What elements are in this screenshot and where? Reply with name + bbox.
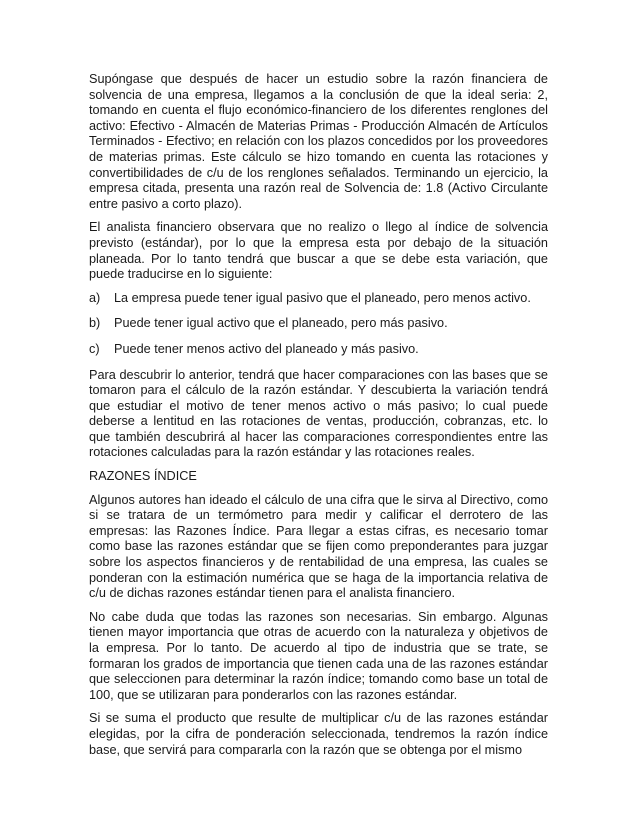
paragraph-weighted-sum: Si se suma el producto que resulte de multiplicar c/u de las razones estándar elegidas, por la cifra de ponderación seleccionada, tendremos la razón índice base, que servirá para compararla con la razón que se obtenga por el mismo	[89, 711, 548, 757]
paragraph-index-ratios: Algunos autores han ideado el cálculo de una cifra que le sirva al Directivo, como si se tratara de un termómetro para medir y calificar el derrotero de las empresas: las Razones Índice. Para llegar a estas cifras, es necesario tomar como base las razones estándar que se fijen como preponderantes para juzgar sobre los aspectos financieros y de rentabilidad de una empresa, las cuales se ponderan con la estimación numérica que se haga de la importancia relativa de c/u de dichas razones estándar tienen para el analista financiero.	[89, 492, 548, 601]
list-item-text: Puede tener igual activo que el planeado, pero más pasivo.	[114, 316, 448, 331]
list-item-text: Puede tener menos activo del planeado y más pasivo.	[114, 341, 419, 356]
document-body	[89, 72, 548, 766]
paragraph-solvency-example: Supóngase que después de hacer un estudio sobre la razón financiera de solvencia de una empresa, llegamos a la conclusión de que la ideal seria: 2, tomando en cuenta el flujo económico-financiero de los diferentes renglones del activo: Efectivo - Almacén de Materias Primas - Producción Almacén de Artículos Terminados - Efectivo; en relación con los plazos concedidos por los proveedores de materias primas. Este cálculo se hizo tomando en cuenta las rotaciones y convertibilidades de c/u de los renglones señalados. Terminando un ejercicio, la empresa citada, presenta una razón real de Solvencia de: 1.8 (Activo Circulante entre pasivo a corto plazo).	[89, 72, 548, 211]
paragraph-analyst-observation: El analista financiero observara que no realizo o llego al índice de solvencia previsto (estándar), por lo que la empresa esta por debajo de la situación planeada. Por lo tanto tendrá que buscar a que se debe esta variación, que puede traducirse en lo siguiente:	[89, 220, 548, 282]
section-heading: RAZONES ÍNDICE	[89, 469, 197, 484]
paragraph-comparison: Para descubrir lo anterior, tendrá que hacer comparaciones con las bases que se tomaron para el cálculo de la razón estándar. Y descubierta la variación tendrá que estudiar el motivo de tener menos activo o más pasivo; lo cual puede deberse a lentitud en las rotaciones de ventas, producción, cobranzas, etc. lo que también descubrirá al hacer las comparaciones correspondientes entre las rotaciones calculadas para la razón estándar y las rotaciones reales.	[89, 367, 548, 460]
list-marker: c)	[89, 341, 100, 356]
list-marker: b)	[89, 316, 101, 331]
list-marker: a)	[89, 290, 101, 305]
list-item	[89, 291, 548, 307]
list-item	[89, 316, 548, 332]
list-item-text: La empresa puede tener igual pasivo que el planeado, pero menos activo.	[114, 290, 531, 305]
list-item	[89, 342, 548, 358]
paragraph-importance: No cabe duda que todas las razones son necesarias. Sin embargo. Algunas tienen mayor importancia que otras de acuerdo con la naturaleza y objetivos de la empresa. Por lo tanto. De acuerdo al tipo de industria que se trate, se formaran los grados de importancia que tienen cada una de las razones estándar que seleccionen para determinar la razón índice; tomando como base un total de 100, que se utilizaran para ponderarlos con las razones estándar.	[89, 609, 548, 702]
